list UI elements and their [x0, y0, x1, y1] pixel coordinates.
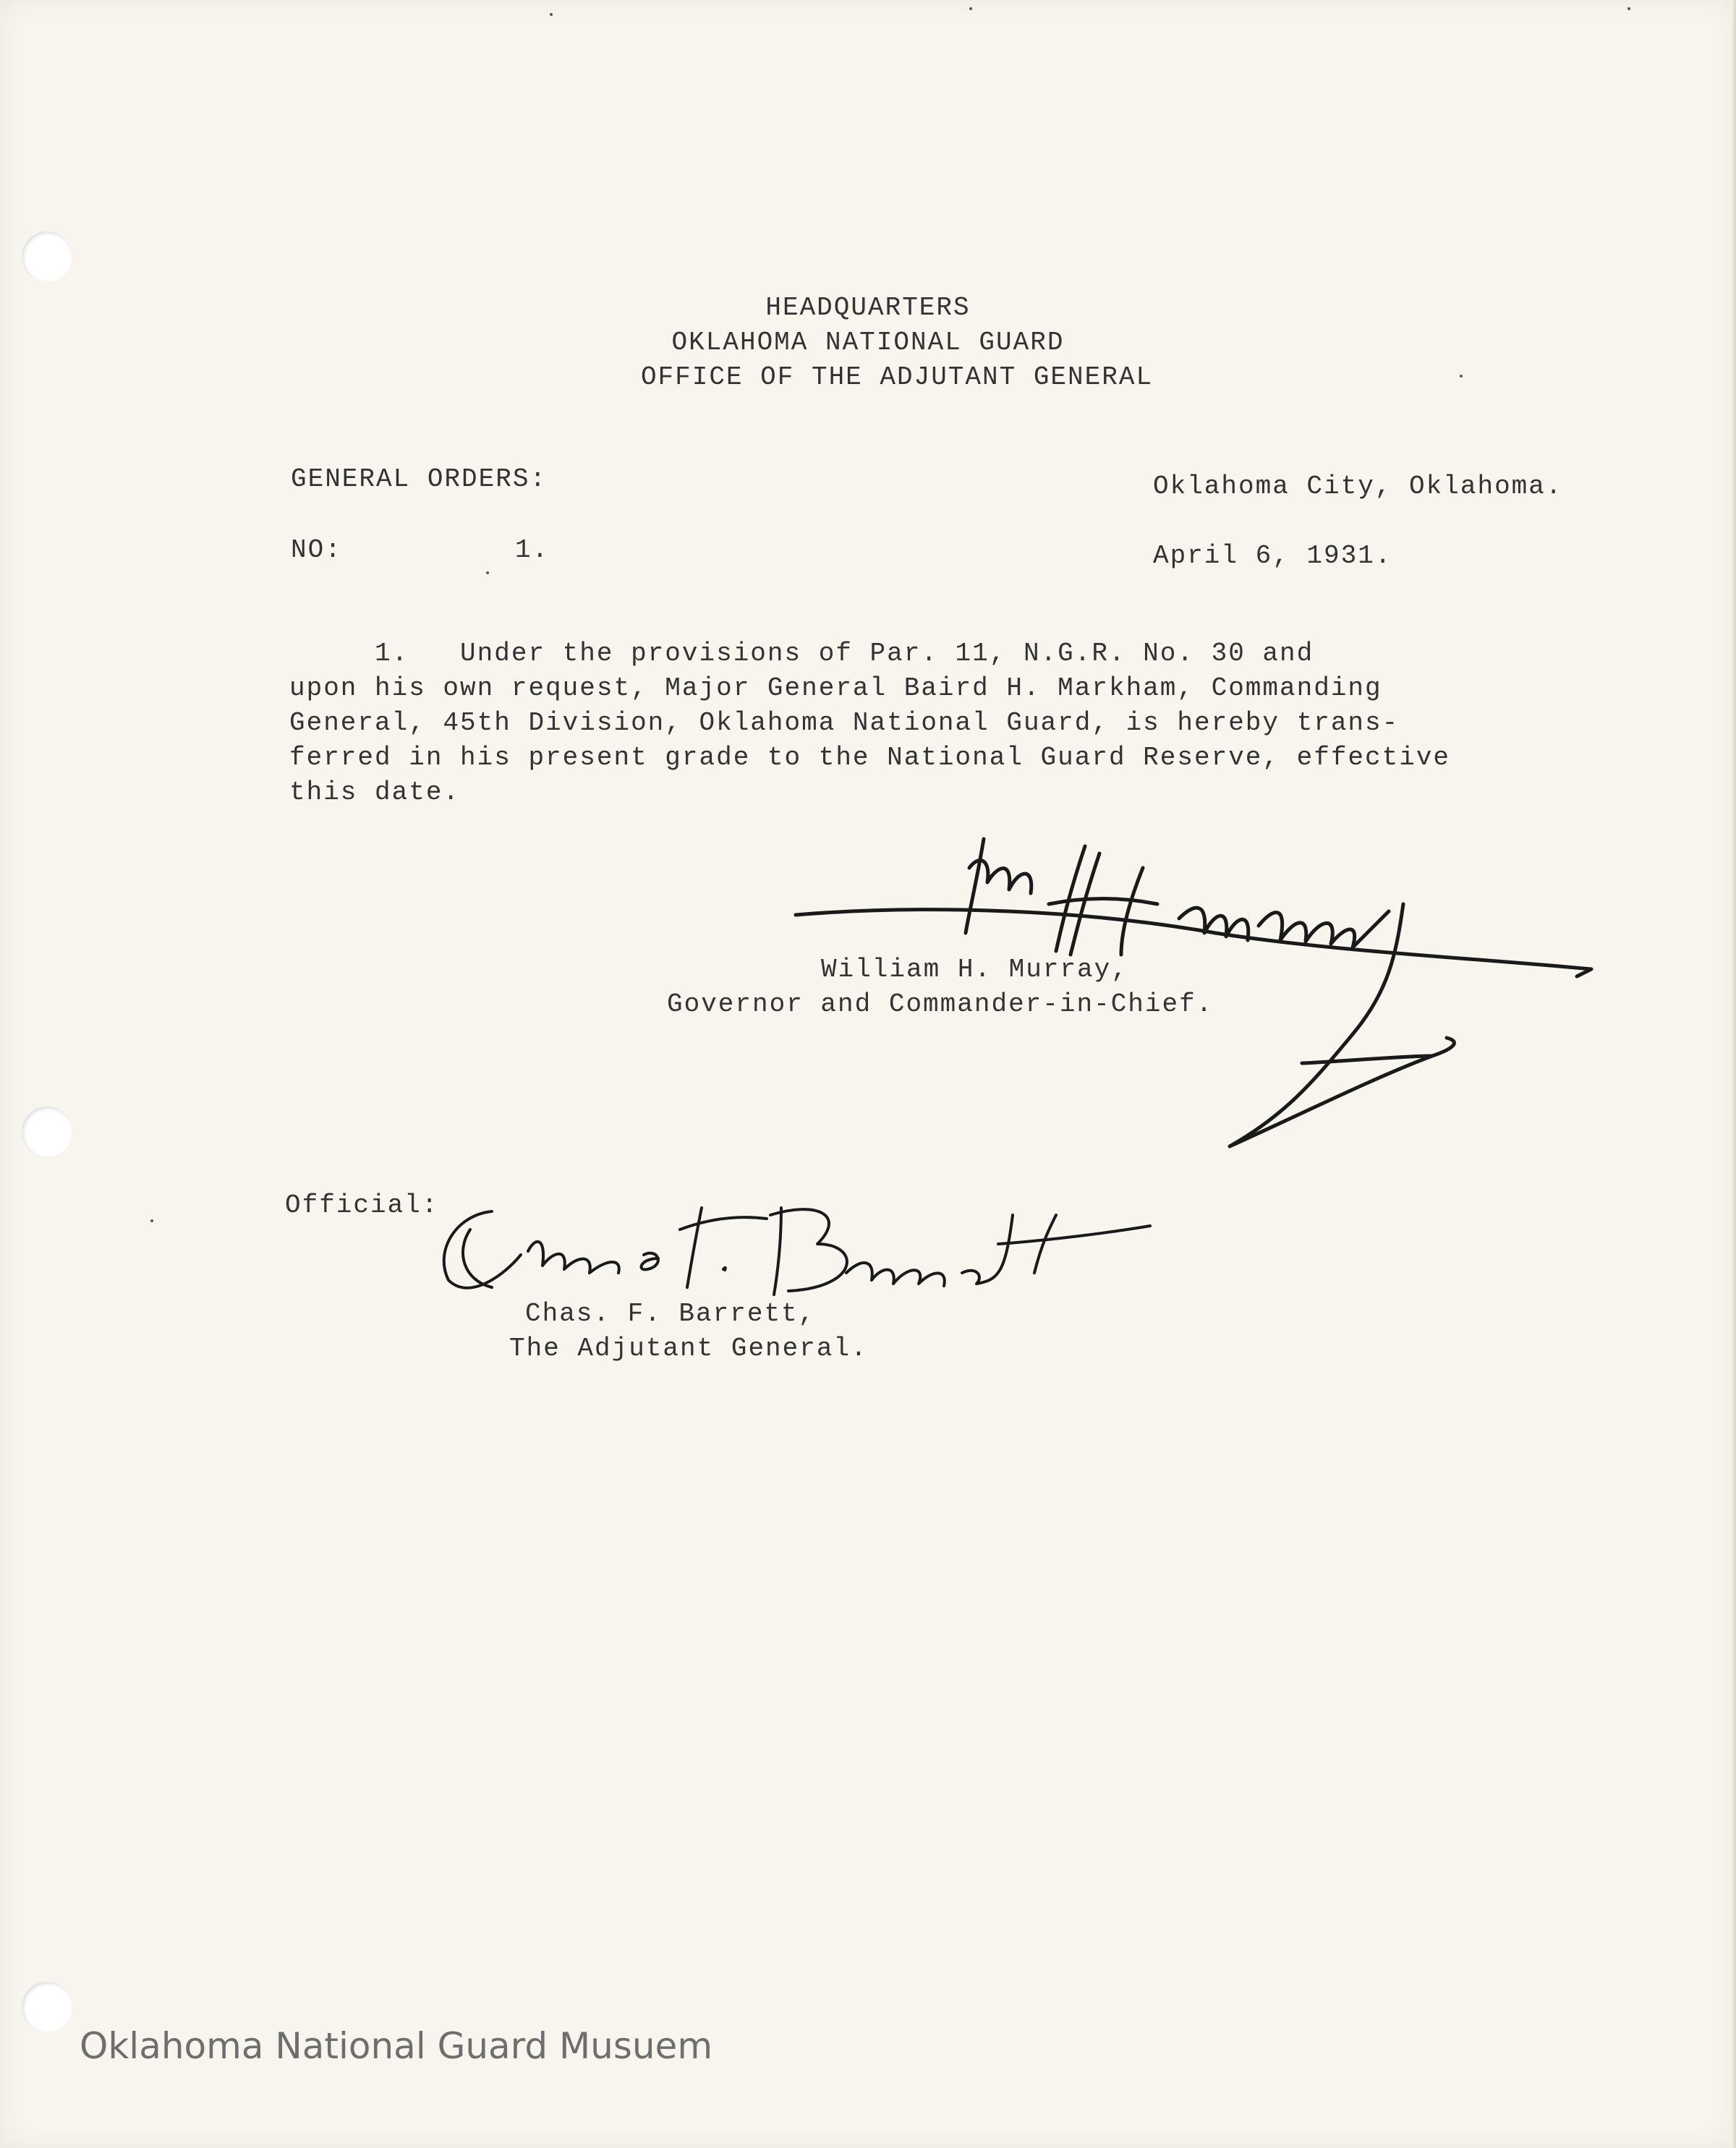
order-date: April 6, 1931. [1153, 541, 1392, 571]
adjutant-title: The Adjutant General. [509, 1334, 868, 1363]
paragraph-line: General, 45th Division, Oklahoma National Guard, is hereby trans- [289, 708, 1400, 738]
header-organization: OKLAHOMA NATIONAL GUARD [671, 328, 1065, 357]
order-paragraph [289, 636, 1490, 810]
paper-speck [1628, 7, 1630, 10]
order-number-value: 1. [515, 535, 550, 565]
adjutant-signature [427, 1186, 1165, 1302]
adjutant-name: Chas. F. Barrett, [525, 1299, 816, 1329]
paper-speck [550, 13, 553, 16]
general-orders-label: GENERAL ORDERS: [291, 464, 548, 494]
paragraph-line: this date. [289, 777, 461, 807]
header-office: OFFICE OF THE ADJUTANT GENERAL [640, 362, 1154, 392]
punch-hole [22, 231, 72, 282]
paragraph-line: ferred in his present grade to the National Guard Reserve, effective [289, 743, 1451, 772]
punch-hole [22, 1982, 72, 2032]
official-label: Official: [285, 1190, 439, 1220]
museum-watermark: Oklahoma National Guard Musuem [80, 2025, 713, 2067]
paper-speck [1460, 375, 1463, 378]
punch-hole [22, 1107, 72, 1157]
header-headquarters: HEADQUARTERS [765, 293, 971, 323]
paragraph-line: upon his own request, Major General Baird H. Markham, Commanding [289, 673, 1382, 703]
paper-speck [969, 7, 972, 10]
location-text: Oklahoma City, Oklahoma. [1153, 472, 1563, 501]
governor-name: William H. Murray, [821, 955, 1128, 984]
paper-speck [150, 1219, 153, 1222]
governor-title: Governor and Commander-in-Chief. [667, 989, 1214, 1019]
paper-speck [486, 571, 489, 574]
paragraph-line: 1. Under the provisions of Par. 11, N.G.R. No. 30 and [289, 639, 1314, 668]
order-number-label: NO: [291, 535, 342, 565]
